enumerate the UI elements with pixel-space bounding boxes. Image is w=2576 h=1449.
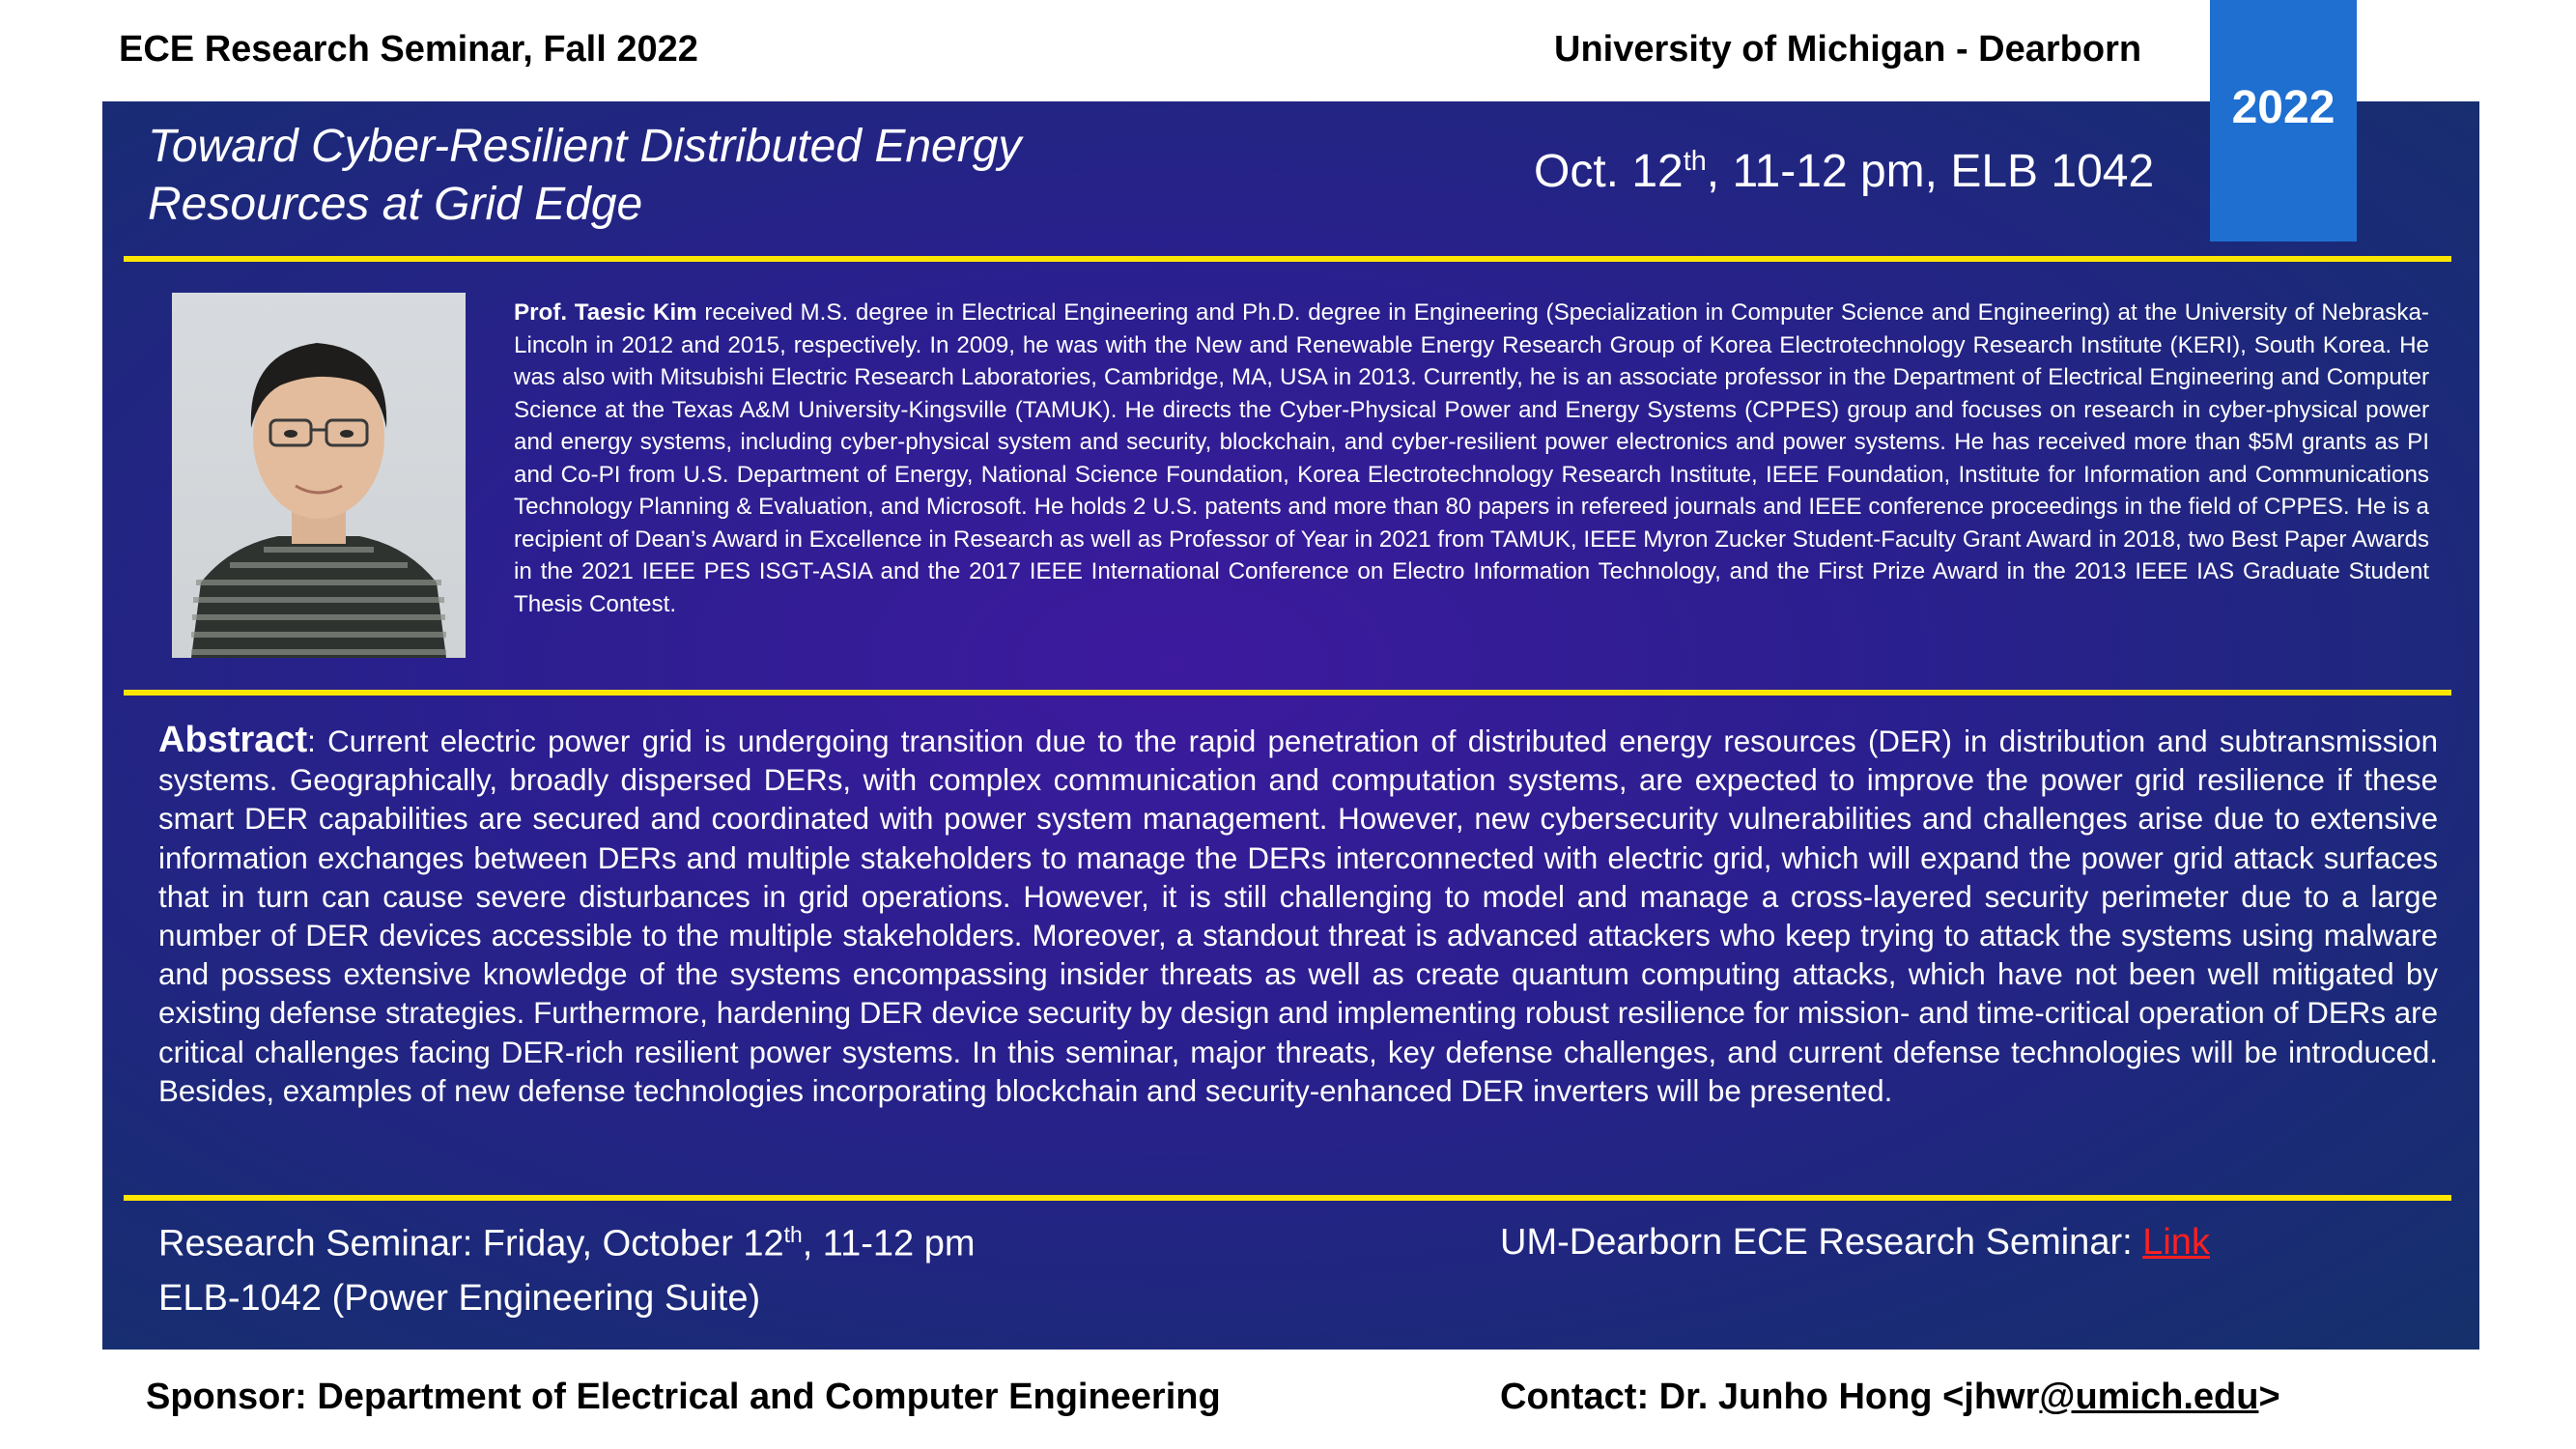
year-badge: 2022 <box>2210 0 2357 242</box>
contact-name: Contact: Dr. Junho Hong <jhwr <box>1500 1377 2040 1417</box>
talk-date-suffix: th <box>1683 146 1707 177</box>
abstract-text: : Current electric power grid is undergoing transition due to the rapid penetration of distributed energy resources (DER) in distribution and subtransmission systems. Geographically, broadly dispersed DERs, with complex communication and computation systems, are expected to improve the power grid resilience if these smart DER capabilities are secured and coordinated with power system management. However, new cybersecurity vulnerabilities and challenges arise due to extensive information exchanges between DERs and multiple stakeholders to manage the DERs interconnected with electric grid, which will expand the power grid attack surfaces that in turn can cause severe disturbances in grid operations. However, it is still challenging to model and manage a cross-layered security perimeter due to a large number of DER devices accessible to the multiple stakeholders. Moreover, a standout threat is advanced attackers who keep trying to attack the systems using malware and possess extensive knowledge of the systems encompassing insider threats as well as create quantum computing attacks, which have not been well mitigated by existing defense strategies. Furthermore, hardening DER device security by design and implementing robust resilience for mission- and time-critical operation of DERs are critical challenges facing DER-rich resilient power systems. In this seminar, major threats, key defense challenges, and current defense technologies will be introduced. Besides, examples of new defense technologies incorporating blockchain and security-enhanced DER inverters will be presented. <box>158 724 2438 1108</box>
speaker-name: Prof. Taesic Kim <box>514 299 697 326</box>
ece-seminar-label: UM-Dearborn ECE Research Seminar: <box>1500 1222 2143 1263</box>
talk-title-line2: Resources at Grid Edge <box>148 179 643 230</box>
seminar-location: ELB-1042 (Power Engineering Suite) <box>158 1278 761 1319</box>
seminar-schedule <box>158 1222 976 1265</box>
sponsor: Sponsor: Department of Electrical and Computer Engineering <box>146 1377 1221 1417</box>
talk-date-time-location <box>1534 145 2154 198</box>
divider-top <box>124 256 2451 262</box>
divider-middle <box>124 690 2451 696</box>
speaker-photo <box>172 293 466 658</box>
speaker-bio-text: received M.S. degree in Electrical Engineering and Ph.D. degree in Engineering (Specialization in Computer Science and Engineering) at the University of Nebraska-Lincoln in 2012 and 2015, respectively. In 2009, he was with the New and Renewable Energy Research Group of Korea Electrotechnology Research Institute (KERI), South Korea. He was also with Mitsubishi Electric Research Laboratories, Cambridge, MA, USA in 2013. Currently, he is an associate professor in the Department of Electrical Engineering and Computer Science at the Texas A&M University-Kingsville (TAMUK). He directs the Cyber-Physical Power and Energy Systems (CPPES) group and focuses on research in cyber-physical power and energy systems, including cyber-physical system and security, blockchain, and cyber-resilient power electronics and power systems. He has received more than $5M grants as PI and Co-PI from U.S. Department of Energy, National Science Foundation, Korea Electrotechnology Research Institute, IEEE Foundation, Institute for Information and Communications Technology Planning & Evaluation, and Microsoft. He holds 2 U.S. patents and more than 80 papers in refereed journals and IEEE conference proceedings in the field of CPPES. He is a recipient of Dean’s Award in Excellence in Research as well as Professor of Year in 2021 from TAMUK, IEEE Myron Zucker Student-Faculty Grant Award in 2018, two Best Paper Awards in the 2021 IEEE PES ISGT-ASIA and the 2017 IEEE International Conference on Electro Information Technology, and the First Prize Award in the 2013 IEEE IAS Graduate Student Thesis Contest. <box>514 299 2430 617</box>
abstract-label: Abstract <box>158 720 308 760</box>
contact <box>1500 1377 2280 1418</box>
abstract <box>158 721 2438 1111</box>
seminar-time: , 11-12 pm <box>802 1223 976 1264</box>
divider-bottom <box>124 1195 2451 1201</box>
talk-title-line1: Toward Cyber-Resilient Distributed Energy <box>148 121 1022 172</box>
talk-title <box>148 118 1114 234</box>
university-header: University of Michigan - Dearborn <box>1554 29 2142 70</box>
seminar-link[interactable]: Link <box>2142 1222 2210 1263</box>
talk-date: Oct. 12 <box>1534 146 1684 197</box>
seminar-day-suffix: th <box>783 1222 803 1247</box>
talk-time-room: , 11-12 pm, ELB 1042 <box>1706 146 2155 197</box>
seminar-day: Research Seminar: Friday, October 12 <box>158 1223 784 1264</box>
contact-close-bracket: > <box>2258 1377 2280 1417</box>
seminar-series-header: ECE Research Seminar, Fall 2022 <box>119 29 698 70</box>
speaker-bio <box>514 297 2429 620</box>
ece-seminar-link-line <box>1500 1222 2210 1264</box>
contact-email-link[interactable]: @umich.edu <box>2039 1377 2259 1417</box>
